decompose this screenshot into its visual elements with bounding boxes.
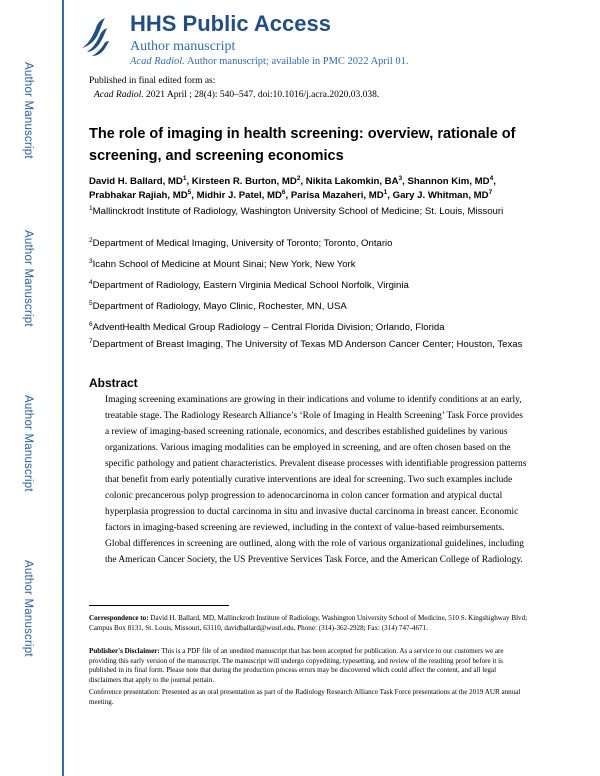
- correspondence-note: Correspondence to: David H. Ballard, MD, Mallinckrodt Institute of Radiology, Washington University School of Medicine, 510 S. Kingshighway Blvd; Campus Box 8131, St. Louis, Missouri, 63110, davidballard@wustl.edu, Phone: (314)-362-2928; Fax: (314) 747-4671.: [89, 614, 528, 632]
- author: Shannon Kim, $MD^4$: [407, 174, 494, 187]
- sidebar-label: Author Manuscript: [22, 62, 34, 159]
- affiliation: $^7$Department of Breast Imaging, The University of Texas MD Anderson Cancer Center; Houston, Texas: [89, 337, 523, 350]
- author-manuscript-label: Author manuscript: [130, 39, 236, 54]
- author: Kirsteen R. Burton, $MD^2$: [191, 174, 301, 187]
- author: Midhir J. Patel, $MD^6$: [196, 188, 286, 201]
- affiliation: $^1$Mallinckrodt Institute of Radiology, Washington University School of Medicine; St. Louis, Missouri: [89, 204, 504, 217]
- journal-abbrev: Acad Radiol.: [130, 56, 185, 67]
- author: Gary J. Whitman, $MD^7$: [392, 188, 493, 201]
- abstract-heading: Abstract: [89, 376, 138, 390]
- abstract-text: Imaging screening examinations are growing in their indications and volume to identify conditions at an early, treatable stage. The Radiology Research Alliance’s ‘Role of Imaging in Health Screening’ Task Force provides a review of imaging-based screening rationale, economics, and describes established guidelines by various organizations. Various imaging modalities can be employed in screening, and are often chosen based on the specific pathology and patient characteristics. Prevalent disease processes with identifiable progression patterns that benefit from early potentially curative interventions are ideal for screening. Two such examples include colonic precancerous polyp progression to adenocarcinoma in colon cancer formation and atypical ductal hyperplasia progression to ductal carcinoma in situ and invasive ductal carcinoma in breast cancer. Economic factors in imaging-based screening are reviewed, including in the context of value-based reimbursements. Global differences in screening are outlined, along with the role of various organizational guidelines, including the American Cancer Society, the US Preventive Services Task Force, and the American College of Radiology.: [105, 395, 527, 565]
- publisher-disclaimer: Publisher's Disclaimer: This is a PDF file of an unedited manuscript that has been accepted for publication. As a service to our customers we are providing this early version of the manuscript. The manuscript will undergo copyediting, typesetting, and review of the resulting proof before it is published in its final form. Please note that during the production process errors may be discovered which could affect the content, and all legal disclaimers that apply to the journal pertain.: [89, 647, 504, 684]
- affiliation: $^6$AdventHealth Medical Group Radiology – Central Florida Division; Orlando, Florida: [89, 320, 445, 333]
- sidebar-label: Author Manuscript: [22, 230, 34, 327]
- hhs-title: HHS Public Access: [130, 11, 331, 36]
- availability-text: Author manuscript; available in PMC 2022 April 01.: [186, 56, 409, 67]
- conference-note: Conference presentation: Presented as an oral presentation as part of the Radiology Research Alliance Task Force presentations at the 2019 AUR annual meeting.: [89, 688, 521, 706]
- author: Nikita Lakomkin, $BA^3$: [305, 174, 403, 187]
- hhs-eagle-logo-icon: [78, 14, 110, 60]
- availability-line: [130, 56, 409, 67]
- affiliation: $^3$Icahn School of Medicine at Mount Sinai; New York, New York: [89, 257, 356, 270]
- sidebar-label: Author Manuscript: [22, 395, 34, 492]
- article-title: The role of imaging in health screening: overview, rationale of screening, and screening economics: [89, 126, 516, 164]
- affiliation: $^2$Department of Medical Imaging, University of Toronto; Toronto, Ontario: [89, 236, 393, 249]
- author-list: David H. Ballard, $MD^1$, Kirsteen R. Burton, $MD^2$, Nikita Lakomkin, $BA^3$, Shannon Kim, $MD^4$, Prabhakar Rajiah, $MD^5$, Midhir J. Patel, $MD^6$, Parisa Mazaheri, $MD^1$, Gary J. Whitman, $MD^7$: [89, 174, 496, 201]
- citation-journal: Acad Radiol.: [94, 90, 144, 100]
- sidebar-label: Author Manuscript: [22, 560, 34, 657]
- published-line: Published in final edited form as:: [89, 76, 216, 86]
- author: David H. Ballard, $MD^1$: [89, 174, 187, 187]
- sidebar-divider: [62, 0, 64, 776]
- author: Prabhakar Rajiah, $MD^5$: [89, 188, 192, 201]
- citation-line: [94, 90, 379, 100]
- affiliation: $^5$Department of Radiology, Mayo Clinic, Rochester, MN, USA: [89, 299, 347, 312]
- affiliation: $^4$Department of Radiology, Eastern Virginia Medical School Norfolk, Virginia: [89, 278, 409, 291]
- author: Parisa Mazaheri, $MD^1$: [290, 188, 388, 201]
- footnote-rule: [89, 605, 229, 606]
- citation-text: 2021 April ; 28(4): 540–547. doi:10.1016/j.acra.2020.03.038.: [145, 90, 380, 100]
